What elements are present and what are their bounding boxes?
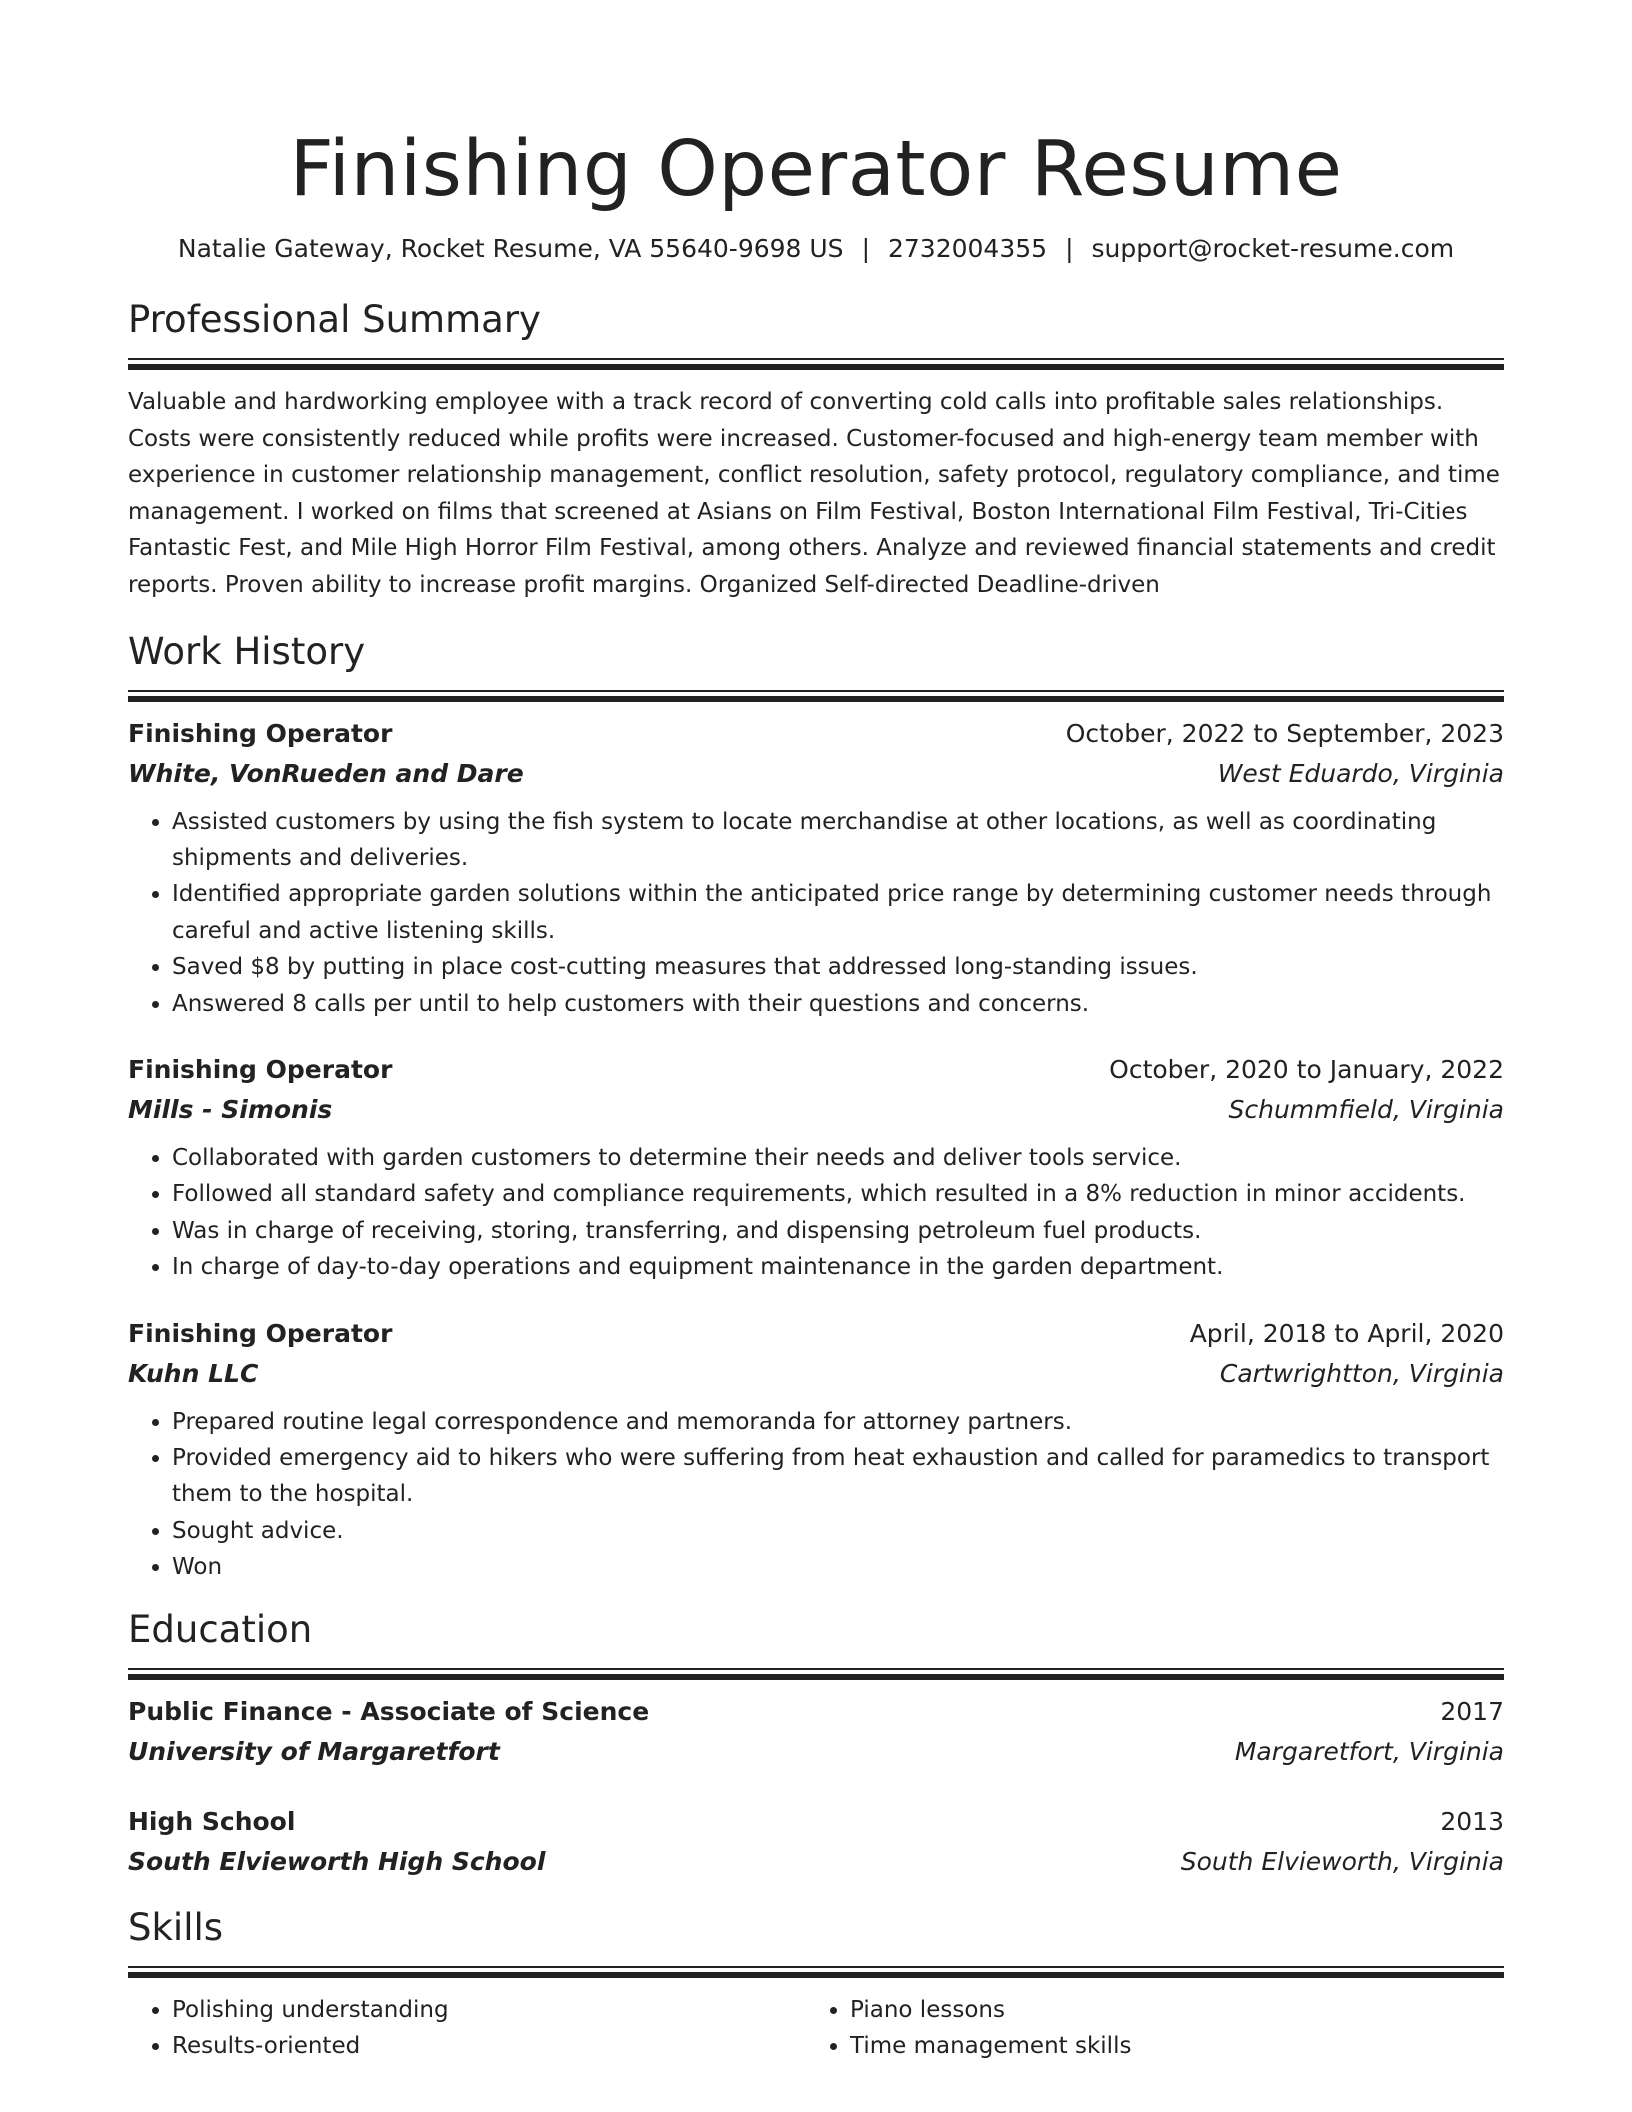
work-heading: Work History	[128, 629, 366, 673]
education-location: Margaretfort, Virginia	[1234, 1736, 1504, 1766]
job-employer: Mills - Simonis	[128, 1095, 333, 1124]
education-header-row	[128, 1692, 1504, 1732]
summary-section	[128, 296, 1504, 604]
resume-title: Finishing Operator Resume	[289, 125, 1343, 214]
job-location: Schummfield, Virginia	[1228, 1095, 1504, 1124]
list-item: • Saved $8 by putting in place cost-cutting measures that addressed long-standing issues.	[172, 949, 1504, 985]
job-dates: October, 2020 to January, 2022	[1109, 1055, 1504, 1084]
section-divider	[128, 358, 1504, 370]
job-title: Finishing Operator	[128, 1055, 393, 1084]
job-employer: Kuhn LLC	[128, 1358, 259, 1388]
job-title: Finishing Operator	[128, 1318, 393, 1348]
skills-column-left	[128, 1992, 806, 2064]
list-item: • Was in charge of receiving, storing, transferring, and dispensing petroleum fuel products.	[172, 1213, 1504, 1249]
education-school-row	[128, 1842, 1504, 1882]
job-header-row	[128, 1314, 1504, 1354]
job-bullets	[128, 804, 1504, 1022]
job-entry	[128, 1314, 1504, 1586]
job-entry	[128, 714, 1504, 1022]
contact-email: support@rocket-resume.com	[1091, 234, 1455, 263]
education-entry	[128, 1802, 1504, 1882]
job-header-row	[128, 714, 1504, 754]
job-header-row	[128, 1050, 1504, 1090]
education-school: University of Margaretfort	[128, 1736, 500, 1766]
education-school-row	[128, 1732, 1504, 1772]
job-employer-row	[128, 1090, 1504, 1130]
contact-address: Natalie Gateway, Rocket Resume, VA 55640-9698 US	[177, 234, 844, 263]
education-heading: Education	[128, 1607, 313, 1651]
list-item: • Prepared routine legal correspondence and memoranda for attorney partners.	[172, 1404, 1504, 1440]
contact-separator: |	[1065, 234, 1074, 263]
education-school: South Elvieworth High School	[128, 1846, 546, 1876]
contact-separator: |	[861, 234, 870, 263]
list-item: • Answered 8 calls per until to help customers with their questions and concerns.	[172, 986, 1504, 1022]
list-item: • Won	[172, 1549, 1504, 1585]
job-bullets	[128, 1404, 1504, 1586]
list-item: • Provided emergency aid to hikers who were suffering from heat exhaustion and called for paramedics to transport them to the hospital.	[172, 1440, 1504, 1513]
summary-text: Valuable and hardworking employee with a track record of converting cold calls into profitable sales relationships. Costs were consistently reduced while profits were increased. Customer-focused and high-energy team member with experience in customer relationship management, conflict resolution, safety protocol, regulatory compliance, and time management. I worked on films that screened at Asians on Film Festival, Boston International Film Festival, Tri-Cities Fantastic Fest, and Mile High Horror Film Festival, among others. Analyze and reviewed financial statements and credit reports. Proven ability to increase profit margins. Organized Self-directed Deadline-driven	[128, 389, 1500, 598]
summary-heading: Professional Summary	[128, 298, 541, 341]
job-dates: October, 2022 to September, 2023	[1065, 718, 1504, 748]
education-entry	[128, 1692, 1504, 1772]
skills-column-right	[806, 1992, 1484, 2064]
education-year: 2017	[1440, 1696, 1504, 1726]
list-item: • Results-oriented	[172, 2028, 806, 2064]
skills-heading: Skills	[128, 1905, 224, 1949]
list-item: • Identified appropriate garden solutions within the anticipated price range by determining customer needs through careful and active listening skills.	[172, 876, 1504, 949]
work-section	[128, 628, 1504, 1586]
resume-page	[128, 0, 1504, 2112]
job-employer: White, VonRueden and Dare	[128, 758, 524, 788]
job-location: Cartwrightton, Virginia	[1219, 1358, 1504, 1388]
section-divider	[128, 1668, 1504, 1680]
education-header-row	[128, 1802, 1504, 1842]
list-item: • Sought advice.	[172, 1513, 1504, 1549]
list-item: • Assisted customers by using the fish system to locate merchandise at other locations, as well as coordinating shipments and deliveries.	[172, 804, 1504, 877]
skills-columns	[128, 1992, 1504, 2064]
list-item: • Time management skills	[850, 2028, 1484, 2064]
education-section	[128, 1606, 1504, 1882]
list-item: • Piano lessons	[850, 1992, 1484, 2028]
job-employer-row	[128, 754, 1504, 794]
job-location: West Eduardo, Virginia	[1217, 758, 1504, 788]
contact-phone: 2732004355	[888, 234, 1048, 263]
contact-line	[128, 232, 1504, 266]
section-divider	[128, 690, 1504, 702]
job-employer-row	[128, 1354, 1504, 1394]
skills-section	[128, 1904, 1504, 2064]
education-year: 2013	[1440, 1806, 1504, 1836]
education-degree: Public Finance - Associate of Science	[128, 1696, 650, 1726]
job-title: Finishing Operator	[128, 718, 393, 748]
list-item: • Followed all standard safety and compliance requirements, which resulted in a 8% reduction in minor accidents.	[172, 1176, 1504, 1212]
list-item: • Polishing understanding	[172, 1992, 806, 2028]
job-entry	[128, 1050, 1504, 1286]
education-degree: High School	[128, 1806, 296, 1836]
job-bullets	[128, 1140, 1504, 1286]
list-item: • In charge of day-to-day operations and equipment maintenance in the garden department.	[172, 1249, 1504, 1285]
education-location: South Elvieworth, Virginia	[1180, 1846, 1504, 1876]
section-divider	[128, 1966, 1504, 1978]
list-item: • Collaborated with garden customers to determine their needs and deliver tools service.	[172, 1140, 1504, 1176]
job-dates: April, 2018 to April, 2020	[1189, 1318, 1504, 1348]
